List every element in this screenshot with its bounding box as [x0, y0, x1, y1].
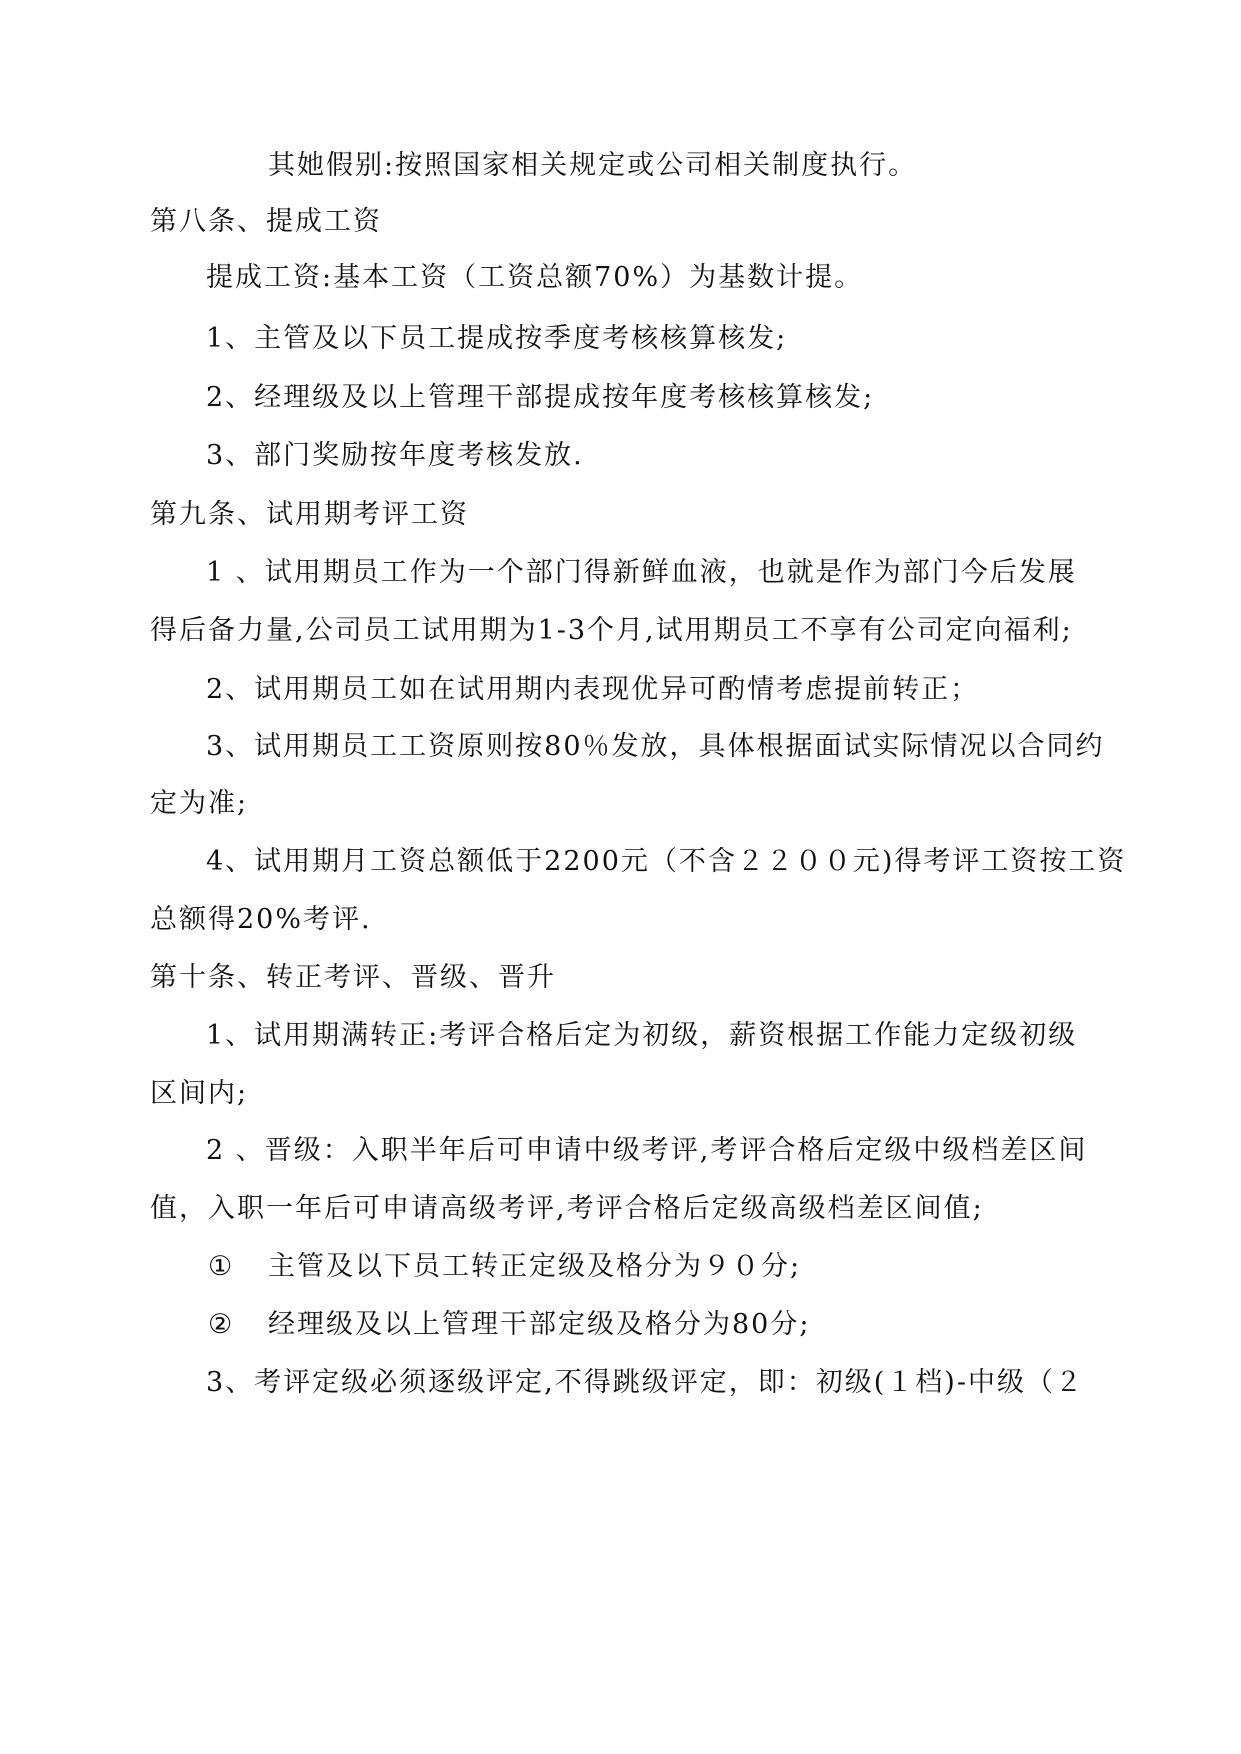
article-10-heading: 第十条、转正考评、晋级、晋升	[150, 962, 556, 993]
promotion-item-2-line-1: 2 、晋级：入职半年后可申请中级考评,考评合格后定级中级档差区间	[206, 1135, 1088, 1166]
article-8-heading: 第八条、提成工资	[150, 206, 382, 237]
circled-marker-1: ①	[208, 1251, 235, 1282]
commission-basis-text: 提成工资:基本工资（工资总额70%）为基数计提。	[206, 262, 864, 293]
promotion-subitem-1-text: 主管及以下员工转正定级及格分为９０分;	[268, 1251, 802, 1282]
promotion-item-1-line-1: 1、试用期满转正:考评合格后定为初级，薪资根据工作能力定级初级	[206, 1020, 1078, 1051]
probation-item-3-line-2: 定为准;	[150, 788, 249, 819]
promotion-subitem-2-text: 经理级及以上管理干部定级及格分为80分;	[268, 1309, 811, 1340]
probation-item-3-line-1: 3、试用期员工工资原则按80％发放，具体根据面试实际情况以合同约	[206, 731, 1105, 762]
article-9-heading: 第九条、试用期考评工资	[150, 499, 469, 530]
commission-item-1: 1、主管及以下员工提成按季度考核核算核发;	[206, 323, 788, 354]
probation-item-1-line-2: 得后备力量,公司员工试用期为1-3个月,试用期员工不享有公司定向福利;	[150, 615, 1073, 646]
promotion-item-3: 3、考评定级必须逐级评定,不得跳级评定，即：初级(１档)-中级（２	[206, 1367, 1084, 1398]
probation-item-1-line-1: 1 、试用期员工作为一个部门得新鲜血液，也就是作为部门今后发展	[206, 557, 1077, 588]
promotion-subitem-1	[208, 1247, 1168, 1287]
probation-item-2: 2、试用期员工如在试用期内表现优异可酌情考虑提前转正；	[206, 674, 980, 705]
paragraph-leave-rule: 其她假别:按照国家相关规定或公司相关制度执行。	[268, 150, 918, 181]
commission-item-3: 3、部门奖励按年度考核发放.	[206, 440, 584, 471]
commission-item-2: 2、经理级及以上管理干部提成按年度考核核算核发;	[206, 382, 875, 413]
circled-marker-2: ②	[208, 1309, 235, 1340]
probation-item-4-line-1: 4、试用期月工资总额低于2200元（不含２２００元)得考评工资按工资	[206, 846, 1127, 877]
promotion-subitem-2	[208, 1305, 1168, 1345]
probation-item-4-line-2: 总额得20%考评.	[150, 904, 372, 935]
promotion-item-2-line-2: 值，入职一年后可申请高级考评,考评合格后定级高级档差区间值;	[150, 1193, 984, 1224]
promotion-item-1-line-2: 区间内;	[150, 1078, 249, 1109]
